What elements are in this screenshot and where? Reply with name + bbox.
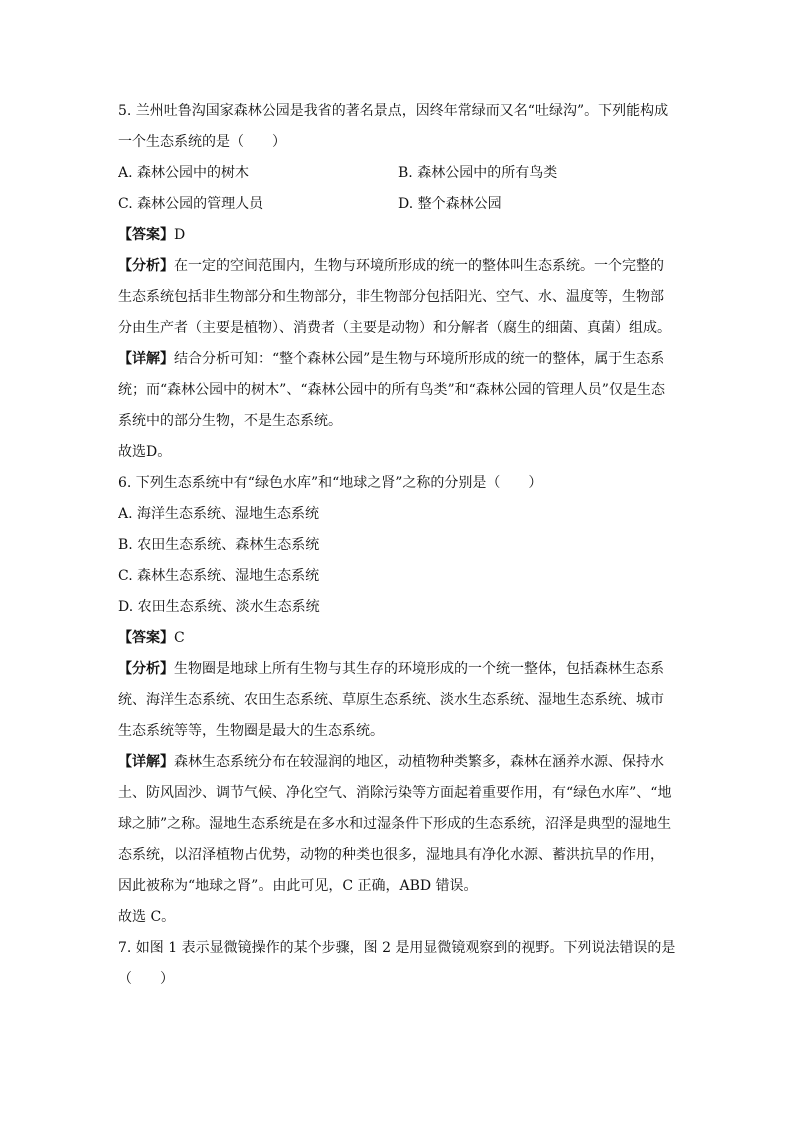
q5-option-a: A. 森林公园中的树木 xyxy=(118,165,250,181)
answer-value: C xyxy=(174,630,185,646)
analysis-text: 生物圈是地球上所有生物与其生存的环境形成的一个统一整体，包括森林生态系 xyxy=(174,661,664,677)
q6-detail-line-2: 土、防风固沙、调节气候、净化空气、消除污染等方面起着重要作用，有“绿色水库”、“地 xyxy=(118,785,672,801)
question-5 xyxy=(118,96,678,468)
q6-option-d: D. 农田生态系统、淡水生态系统 xyxy=(118,599,320,615)
q5-answer xyxy=(118,220,678,251)
q5-analysis-line-2: 生态系统包括非生物部分和生物部分，非生物部分包括阳光、空气、水、温度等，生物部 xyxy=(118,289,664,305)
q5-analysis-line-3: 分由生产者（主要是植物）、消费者（主要是动物）和分解者（腐生的细菌、真菌）组成。 xyxy=(118,320,671,336)
q5-option-c: C. 森林公园的管理人员 xyxy=(118,196,264,212)
q5-stem-line-2: 一个生态系统的是（ ） xyxy=(118,134,286,150)
analysis-text: 在一定的空间范围内，生物与环境所形成的统一的整体叫生态系统。一个完整的 xyxy=(174,258,664,274)
document-page xyxy=(118,96,678,995)
q5-detail-line-2: 统；而“森林公园中的树木”、“森林公园中的所有鸟类”和“森林公园的管理人员”仅是生态 xyxy=(118,382,665,398)
q5-analysis-line-1 xyxy=(118,251,678,282)
detail-tag: 【详解】 xyxy=(118,351,174,367)
question-6 xyxy=(118,468,678,933)
q6-conclusion: 故选 C。 xyxy=(118,909,176,925)
q5-options-row-2 xyxy=(118,189,678,220)
q6-detail-line-3: 球之肺”之称。湿地生态系统是在多水和过湿条件下形成的生态系统，沼泽是典型的湿地生 xyxy=(118,816,672,832)
q6-analysis-line-1 xyxy=(118,654,678,685)
q6-detail-line-5: 因此被称为“地球之肾”。由此可见，C 正确，ABD 错误。 xyxy=(118,878,478,894)
question-7 xyxy=(118,933,678,995)
q6-answer xyxy=(118,623,678,654)
q5-options-row-1 xyxy=(118,158,678,189)
q6-option-a: A. 海洋生态系统、湿地生态系统 xyxy=(118,506,320,522)
q5-conclusion: 故选D。 xyxy=(118,444,172,460)
q5-detail-line-3: 系统中的部分生物，不是生态系统。 xyxy=(118,413,342,429)
q6-option-b: B. 农田生态系统、森林生态系统 xyxy=(118,537,320,553)
q5-option-b: B. 森林公园中的所有鸟类 xyxy=(398,165,558,181)
q7-stem-line-1: 7. 如图 1 表示显微镜操作的某个步骤，图 2 是用显微镜观察到的视野。下列说法错误的是 xyxy=(118,940,676,956)
q6-detail-line-4: 态系统，以沼泽植物占优势，动物的种类也很多，湿地具有净化水源、蓄洪抗旱的作用， xyxy=(118,847,664,863)
detail-tag: 【详解】 xyxy=(118,754,174,770)
q6-option-c: C. 森林生态系统、湿地生态系统 xyxy=(118,568,320,584)
answer-tag: 【答案】 xyxy=(118,630,174,646)
q6-analysis-line-2: 统、海洋生态系统、农田生态系统、草原生态系统、淡水生态系统、湿地生态系统、城市 xyxy=(118,692,664,708)
answer-value: D xyxy=(174,227,186,243)
q6-stem-line-1: 6. 下列生态系统中有“绿色水库”和“地球之肾”之称的分别是（ ） xyxy=(118,475,543,491)
analysis-tag: 【分析】 xyxy=(118,258,174,274)
detail-text: 结合分析可知：“整个森林公园”是生物与环境所形成的统一的整体，属于生态系 xyxy=(174,351,665,367)
detail-text: 森林生态系统分布在较湿润的地区，动植物种类繁多，森林在涵养水源、保持水 xyxy=(174,754,664,770)
q6-detail-line-1 xyxy=(118,747,678,778)
q7-stem-line-2: （ ） xyxy=(118,971,174,987)
analysis-tag: 【分析】 xyxy=(118,661,174,677)
q5-detail-line-1 xyxy=(118,344,678,375)
q5-option-d: D. 整个森林公园 xyxy=(398,196,502,212)
q5-stem-line-1: 5. 兰州吐鲁沟国家森林公园是我省的著名景点，因终年常绿而又名“吐绿沟”。下列能构成 xyxy=(118,103,669,119)
q6-analysis-line-3: 生态系统等等，生物圈是最大的生态系统。 xyxy=(118,723,384,739)
answer-tag: 【答案】 xyxy=(118,227,174,243)
